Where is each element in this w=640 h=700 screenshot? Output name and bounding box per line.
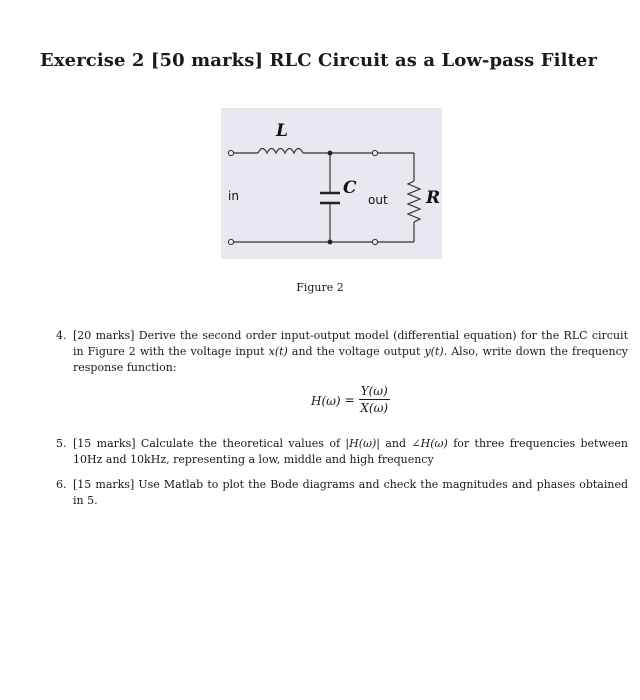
rlc-circuit-diagram — [221, 108, 442, 259]
question-4-text: [20 marks] Derive the second order input-output model (differential equation) for the RLC circuit in Figure 2 with the voltage input x(t) and the voltage output y(t). Also, write down the frequency response function: — [73, 329, 628, 374]
equation-denominator: X(ω) — [360, 401, 389, 415]
equation-equals: = — [344, 392, 355, 407]
input-terminal-bottom — [228, 239, 233, 244]
capacitor-label: C — [343, 178, 357, 198]
top-node-dot — [328, 151, 333, 156]
output-terminal-bottom — [372, 239, 377, 244]
question-5-text: [15 marks] Calculate the theoretical values of |H(ω)| and ∠H(ω) for three frequencies between 10Hz and 10kHz, representing a low, middle and high frequency — [73, 437, 628, 466]
output-signal-symbol: y(t) — [424, 345, 444, 358]
inductor-coil — [258, 149, 303, 154]
input-label: in — [228, 189, 239, 203]
rlc-circuit-figure — [221, 108, 442, 259]
question-6-number: 6. — [56, 478, 67, 491]
exercise-heading: Exercise 2 [50 marks] RLC Circuit as a Low-pass Filter — [40, 50, 598, 71]
equation-lhs: H(ω) — [311, 393, 341, 408]
frequency-response-equation — [0, 384, 640, 420]
output-label: out — [368, 193, 388, 207]
question-4 — [56, 328, 628, 376]
resistor-zigzag — [408, 181, 420, 222]
magnitude-symbol: |H(ω)| — [345, 437, 380, 450]
question-6 — [56, 477, 628, 509]
equation-fraction — [359, 384, 390, 415]
question-4-number: 4. — [56, 329, 67, 342]
equation-numerator: Y(ω) — [360, 384, 388, 398]
question-5 — [56, 436, 628, 468]
output-terminal-top — [372, 150, 377, 155]
input-signal-symbol: x(t) — [268, 345, 288, 358]
question-5-number: 5. — [56, 437, 67, 450]
input-terminal-top — [228, 150, 233, 155]
inductor-label: L — [276, 121, 288, 141]
resistor-label: R — [426, 188, 441, 208]
question-6-text: [15 marks] Use Matlab to plot the Bode diagrams and check the magnitudes and phases obtained in 5. — [73, 478, 628, 507]
bottom-node-dot — [328, 240, 333, 245]
figure-caption: Figure 2 — [296, 281, 344, 294]
phase-symbol: ∠H(ω) — [411, 437, 448, 450]
